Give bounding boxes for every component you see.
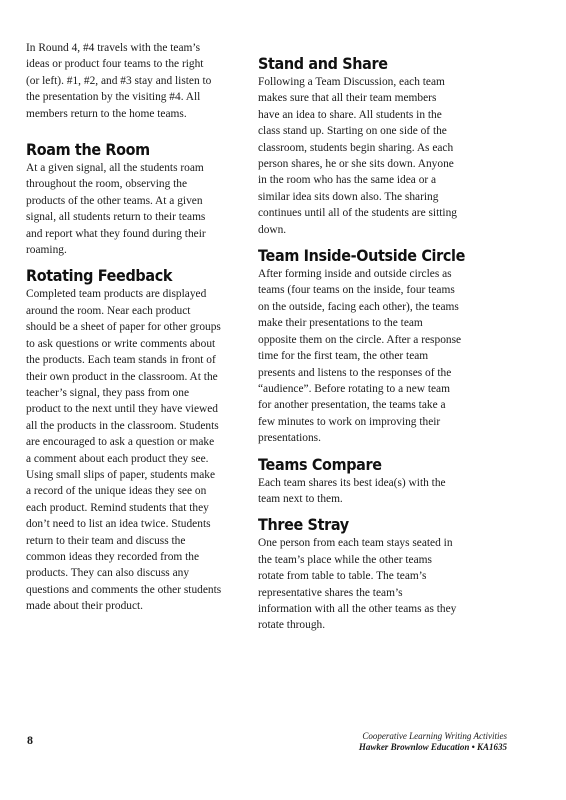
- section-team-inside-outside-circle: [258, 246, 486, 446]
- section-body: After forming inside and outside circles as teams (four teams on the inside, four teams on the outside, facing each other), the teams make their presentations to the team opposite them on the circle. After a response time for the first team, the other team presents and listens to the responses of the “audience”. Before rotating to a new team for another presentation, the teams take a few minutes to work on improving their presentations.: [258, 268, 462, 445]
- section-heading: Team Inside-Outside Circle: [258, 246, 466, 266]
- section-heading: Rotating Feedback: [26, 266, 173, 286]
- section-body: Each team shares its best idea(s) with the team next to them.: [258, 476, 446, 505]
- section-stand-and-share: [258, 54, 486, 238]
- section-body: At a given signal, all the students roam throughout the room, observing the products of the other teams. At a given signal, all students return to their teams and report what they found during their roaming.: [26, 162, 206, 257]
- section-body: Completed team products are displayed around the room. Near each product should be a sheet of paper for other groups to ask questions or write comments about the products. Each team stands in front of their own product in the classroom. At the teacher’s signal, they pass from one product to the next until they have viewed all the products in the classroom. Students are encouraged to ask a question or make a comment about each product they see. Using small slips of paper, students make a record of the unique ideas they see on each product. Remind students that they don’t need to list an idea twice. Students return to their team and discuss the common ideas they recorded from the products. They can also discuss any questions and comments the other students made about their product.: [26, 288, 222, 613]
- footer-series-title: Cooperative Learning Writing Activities: [362, 731, 507, 741]
- section-rotating-feedback: [26, 266, 252, 614]
- section-body: One person from each team stays seated in the team’s place while the other teams rotate from table to table. The team’s representative shares the team’s information with all the other teams as they rotate through.: [258, 537, 457, 632]
- footer-credits: [359, 731, 507, 753]
- section-body: Following a Team Discussion, each team makes sure that all their team members have an idea to share. All students in the class stand up. Starting on one side of the classroom, students begin sharing. As each person shares, he or she sits down. Anyone in the room who has the same idea or a similar idea sits down also. The sharing continues until all of the students are sitting down.: [258, 76, 457, 236]
- right-column: [258, 54, 486, 648]
- section-heading: Teams Compare: [258, 454, 382, 474]
- intro-paragraph: In Round 4, #4 travels with the team’s ideas or product four teams to the right (or left). #1, #2, and #3 stay and listen to the presentation by the visiting #4. All members return to the home teams.: [26, 42, 212, 120]
- section-heading: Stand and Share: [258, 54, 388, 73]
- section-heading: Three Stray: [258, 515, 349, 535]
- footer-publisher: Hawker Brownlow Education • KA1635: [358, 742, 507, 752]
- section-roam-the-room: [26, 140, 252, 258]
- section-heading: Roam the Room: [26, 140, 150, 160]
- left-column: [26, 40, 252, 629]
- section-teams-compare: [258, 455, 486, 508]
- section-three-stray: [258, 515, 486, 633]
- page-number: 8: [27, 733, 33, 747]
- intro-section: [26, 40, 252, 122]
